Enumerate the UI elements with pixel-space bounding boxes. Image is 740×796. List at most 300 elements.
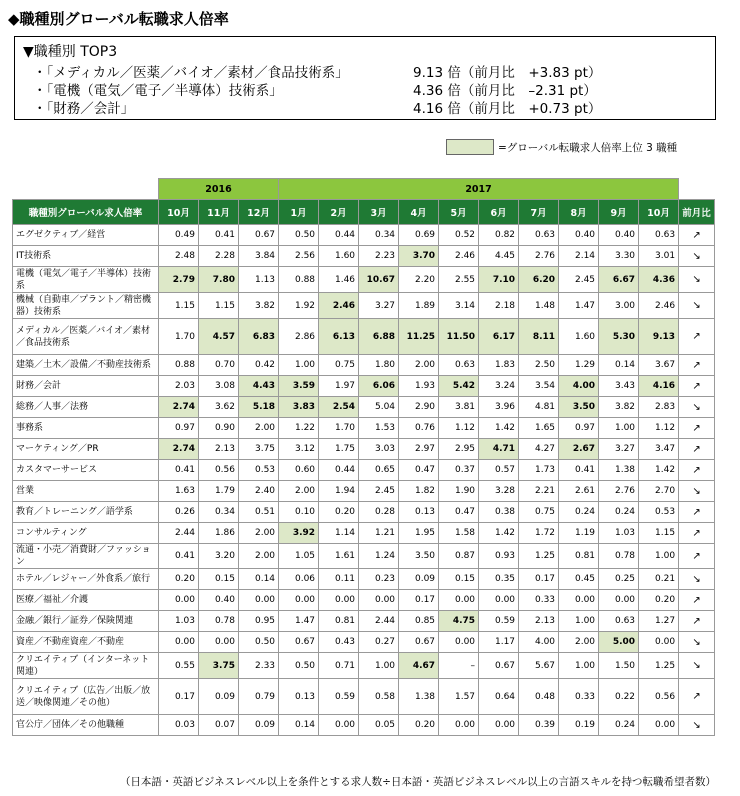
ratio-cell: 2.97 bbox=[399, 439, 439, 460]
ratio-cell: 3.12 bbox=[279, 439, 319, 460]
ratio-cell: 0.45 bbox=[559, 569, 599, 590]
ratio-cell: 1.17 bbox=[479, 632, 519, 653]
ratio-cell: 4.75 bbox=[439, 611, 479, 632]
ratio-cell: 0.03 bbox=[159, 715, 199, 736]
column-header: 8月 bbox=[559, 200, 599, 225]
row-category: クリエイティブ（インターネット関連） bbox=[13, 653, 159, 679]
ratio-cell: 0.34 bbox=[359, 225, 399, 246]
ratio-cell: 2.74 bbox=[159, 397, 199, 418]
ratio-cell: 0.67 bbox=[279, 632, 319, 653]
ratio-cell: 0.00 bbox=[199, 632, 239, 653]
ratio-cell: 0.00 bbox=[279, 590, 319, 611]
ratio-cell: 0.09 bbox=[199, 679, 239, 715]
ratio-cell: 2.18 bbox=[479, 293, 519, 319]
ratio-cell: 1.47 bbox=[559, 293, 599, 319]
row-category: マーケティング／PR bbox=[13, 439, 159, 460]
ratio-cell: 0.00 bbox=[639, 632, 679, 653]
ratio-cell: 0.70 bbox=[199, 355, 239, 376]
trend-arrow-icon: ↘ bbox=[679, 653, 715, 679]
ratio-cell: 5.04 bbox=[359, 397, 399, 418]
trend-arrow-icon: ↗ bbox=[679, 544, 715, 569]
ratio-cell: 0.79 bbox=[239, 679, 279, 715]
ratio-cell: 0.07 bbox=[199, 715, 239, 736]
ratio-cell: 0.76 bbox=[399, 418, 439, 439]
top3-name: ・「メディカル／医薬／バイオ／素材／食品技術系」 bbox=[33, 65, 349, 81]
ratio-cell: 3.59 bbox=[279, 376, 319, 397]
ratio-cell: 0.43 bbox=[319, 632, 359, 653]
column-header: 4月 bbox=[399, 200, 439, 225]
ratio-cell: 0.65 bbox=[359, 460, 399, 481]
ratio-cell: 2.46 bbox=[439, 246, 479, 267]
ratio-cell: 0.17 bbox=[399, 590, 439, 611]
ratio-cell: 2.00 bbox=[399, 355, 439, 376]
ratio-cell: 0.53 bbox=[239, 460, 279, 481]
ratio-cell: 4.27 bbox=[519, 439, 559, 460]
column-header: 9月 bbox=[599, 200, 639, 225]
ratio-cell: 1.93 bbox=[399, 376, 439, 397]
ratio-cell: 0.64 bbox=[479, 679, 519, 715]
table-row bbox=[13, 569, 715, 590]
ratio-cell: 1.80 bbox=[359, 355, 399, 376]
ratio-cell: 1.24 bbox=[359, 544, 399, 569]
top3-box bbox=[14, 36, 716, 120]
ratio-cell: 2.56 bbox=[279, 246, 319, 267]
ratio-cell: 0.20 bbox=[639, 590, 679, 611]
row-category: 資産／不動産資産／不動産 bbox=[13, 632, 159, 653]
row-category: 財務／会計 bbox=[13, 376, 159, 397]
ratio-cell: 0.41 bbox=[559, 460, 599, 481]
ratio-cell: 0.00 bbox=[359, 590, 399, 611]
ratio-cell: 0.90 bbox=[199, 418, 239, 439]
ratio-cell: 0.48 bbox=[519, 679, 559, 715]
ratio-cell: 0.35 bbox=[479, 569, 519, 590]
ratio-cell: 1.70 bbox=[159, 319, 199, 355]
row-category: IT技術系 bbox=[13, 246, 159, 267]
year-header-blank bbox=[679, 179, 715, 200]
ratio-cell: 2.00 bbox=[239, 544, 279, 569]
ratio-cell: 6.88 bbox=[359, 319, 399, 355]
trend-arrow-icon: ↗ bbox=[679, 319, 715, 355]
table-row bbox=[13, 544, 715, 569]
ratio-cell: 2.00 bbox=[239, 418, 279, 439]
ratio-cell: 3.28 bbox=[479, 481, 519, 502]
ratio-cell: 1.21 bbox=[359, 523, 399, 544]
ratio-cell: 0.00 bbox=[599, 590, 639, 611]
ratio-cell: 8.11 bbox=[519, 319, 559, 355]
table-row bbox=[13, 590, 715, 611]
ratio-cell: 3.03 bbox=[359, 439, 399, 460]
table-row bbox=[13, 418, 715, 439]
ratio-cell: 2.21 bbox=[519, 481, 559, 502]
row-category: カスタマーサービス bbox=[13, 460, 159, 481]
table-row bbox=[13, 225, 715, 246]
trend-arrow-icon: ↗ bbox=[679, 439, 715, 460]
ratio-cell: 2.76 bbox=[519, 246, 559, 267]
legend-label: =グローバル転職求人倍率上位 3 職種 bbox=[498, 141, 678, 154]
ratio-cell: 6.06 bbox=[359, 376, 399, 397]
ratio-cell: 0.25 bbox=[599, 569, 639, 590]
ratio-cell: 0.75 bbox=[519, 502, 559, 523]
row-category: クリエイティブ（広告／出版／放送／映像関連／その他） bbox=[13, 679, 159, 715]
table-row bbox=[13, 319, 715, 355]
ratio-cell: 0.81 bbox=[319, 611, 359, 632]
ratio-cell: 2.54 bbox=[319, 397, 359, 418]
ratio-cell: 1.15 bbox=[159, 293, 199, 319]
ratio-cell: 1.03 bbox=[159, 611, 199, 632]
ratio-cell: 4.16 bbox=[639, 376, 679, 397]
ratio-cell: 1.48 bbox=[519, 293, 559, 319]
ratio-cell: 0.37 bbox=[439, 460, 479, 481]
ratio-cell: 3.01 bbox=[639, 246, 679, 267]
ratio-cell: 2.79 bbox=[159, 267, 199, 293]
ratio-cell: 0.47 bbox=[399, 460, 439, 481]
ratio-cell: 0.20 bbox=[319, 502, 359, 523]
ratio-cell: 0.69 bbox=[399, 225, 439, 246]
ratio-cell: 1.12 bbox=[639, 418, 679, 439]
ratio-cell: 0.57 bbox=[479, 460, 519, 481]
ratio-cell: 1.75 bbox=[319, 439, 359, 460]
column-header: 3月 bbox=[359, 200, 399, 225]
ratio-cell: 2.90 bbox=[399, 397, 439, 418]
ratio-cell: 2.03 bbox=[159, 376, 199, 397]
ratio-cell: 0.67 bbox=[239, 225, 279, 246]
ratio-cell: 0.41 bbox=[159, 460, 199, 481]
row-category: 官公庁／団体／その他職種 bbox=[13, 715, 159, 736]
ratio-cell: 0.88 bbox=[159, 355, 199, 376]
ratio-cell: 1.97 bbox=[319, 376, 359, 397]
column-header: 7月 bbox=[519, 200, 559, 225]
ratio-cell: 0.56 bbox=[199, 460, 239, 481]
ratio-cell: 0.26 bbox=[159, 502, 199, 523]
row-category: 医療／福祉／介護 bbox=[13, 590, 159, 611]
ratio-cell: 3.67 bbox=[639, 355, 679, 376]
row-category: ホテル／レジャー／外食系／旅行 bbox=[13, 569, 159, 590]
table-row bbox=[13, 715, 715, 736]
ratio-cell: 1.60 bbox=[559, 319, 599, 355]
ratio-cell: 0.05 bbox=[359, 715, 399, 736]
ratio-cell: 3.00 bbox=[599, 293, 639, 319]
table-row bbox=[13, 246, 715, 267]
ratio-cell: 2.45 bbox=[559, 267, 599, 293]
ratio-cell: 2.50 bbox=[519, 355, 559, 376]
trend-arrow-icon: ↗ bbox=[679, 502, 715, 523]
ratio-cell: 3.62 bbox=[199, 397, 239, 418]
ratio-cell: 2.70 bbox=[639, 481, 679, 502]
ratio-cell: 11.50 bbox=[439, 319, 479, 355]
ratio-cell: 0.27 bbox=[359, 632, 399, 653]
ratio-cell: 3.14 bbox=[439, 293, 479, 319]
ratio-cell: 7.80 bbox=[199, 267, 239, 293]
ratio-cell: 1.47 bbox=[279, 611, 319, 632]
ratio-cell: 0.24 bbox=[559, 502, 599, 523]
ratio-cell: 1.27 bbox=[639, 611, 679, 632]
ratio-cell: 2.13 bbox=[199, 439, 239, 460]
ratio-cell: 0.00 bbox=[439, 715, 479, 736]
ratio-cell: 2.45 bbox=[359, 481, 399, 502]
ratio-cell: – bbox=[439, 653, 479, 679]
ratio-cell: 2.67 bbox=[559, 439, 599, 460]
ratio-cell: 1.58 bbox=[439, 523, 479, 544]
ratio-cell: 5.42 bbox=[439, 376, 479, 397]
ratio-cell: 0.13 bbox=[279, 679, 319, 715]
column-header: 12月 bbox=[239, 200, 279, 225]
ratio-cell: 1.65 bbox=[519, 418, 559, 439]
row-category: 流通・小売／消費財／ファッション bbox=[13, 544, 159, 569]
ratio-cell: 0.23 bbox=[359, 569, 399, 590]
ratio-cell: 1.25 bbox=[639, 653, 679, 679]
table-row bbox=[13, 439, 715, 460]
trend-arrow-icon: ↘ bbox=[679, 569, 715, 590]
ratio-cell: 0.97 bbox=[559, 418, 599, 439]
ratio-cell: 1.38 bbox=[599, 460, 639, 481]
ratio-cell: 1.14 bbox=[319, 523, 359, 544]
ratio-cell: 1.00 bbox=[559, 653, 599, 679]
ratio-cell: 0.20 bbox=[399, 715, 439, 736]
ratio-cell: 1.94 bbox=[319, 481, 359, 502]
ratio-cell: 10.67 bbox=[359, 267, 399, 293]
ratio-cell: 5.18 bbox=[239, 397, 279, 418]
table-row bbox=[13, 460, 715, 481]
ratio-cell: 0.39 bbox=[519, 715, 559, 736]
ratio-cell: 0.50 bbox=[239, 632, 279, 653]
ratio-cell: 1.38 bbox=[399, 679, 439, 715]
table-row bbox=[13, 502, 715, 523]
ratio-cell: 0.60 bbox=[279, 460, 319, 481]
ratio-cell: 0.06 bbox=[279, 569, 319, 590]
ratio-cell: 0.40 bbox=[199, 590, 239, 611]
ratio-cell: 1.63 bbox=[159, 481, 199, 502]
ratio-cell: 0.20 bbox=[159, 569, 199, 590]
ratio-cell: 0.28 bbox=[359, 502, 399, 523]
trend-arrow-icon: ↗ bbox=[679, 225, 715, 246]
ratio-cell: 6.17 bbox=[479, 319, 519, 355]
ratio-cell: 4.71 bbox=[479, 439, 519, 460]
ratio-cell: 3.96 bbox=[479, 397, 519, 418]
ratio-cell: 0.00 bbox=[559, 590, 599, 611]
ratio-cell: 1.53 bbox=[359, 418, 399, 439]
trend-arrow-icon: ↗ bbox=[679, 460, 715, 481]
row-category: 事務系 bbox=[13, 418, 159, 439]
ratio-cell: 4.81 bbox=[519, 397, 559, 418]
ratio-cell: 1.22 bbox=[279, 418, 319, 439]
top3-heading: ▼職種別 TOP3 bbox=[23, 44, 118, 60]
ratio-cell: 3.27 bbox=[359, 293, 399, 319]
ratio-cell: 0.24 bbox=[599, 502, 639, 523]
ratio-cell: 0.55 bbox=[159, 653, 199, 679]
ratio-cell: 5.00 bbox=[599, 632, 639, 653]
ratio-cell: 0.21 bbox=[639, 569, 679, 590]
ratio-cell: 0.56 bbox=[639, 679, 679, 715]
ratio-cell: 0.50 bbox=[279, 653, 319, 679]
ratio-cell: 1.12 bbox=[439, 418, 479, 439]
ratio-cell: 0.42 bbox=[239, 355, 279, 376]
ratio-cell: 0.82 bbox=[479, 225, 519, 246]
trend-arrow-icon: ↗ bbox=[679, 679, 715, 715]
ratio-cell: 2.40 bbox=[239, 481, 279, 502]
ratio-cell: 1.19 bbox=[559, 523, 599, 544]
table-row bbox=[13, 611, 715, 632]
ratio-cell: 1.42 bbox=[479, 523, 519, 544]
ratio-cell: 0.49 bbox=[159, 225, 199, 246]
ratio-cell: 0.00 bbox=[479, 590, 519, 611]
ratio-cell: 2.83 bbox=[639, 397, 679, 418]
ratio-cell: 3.54 bbox=[519, 376, 559, 397]
ratio-cell: 0.22 bbox=[599, 679, 639, 715]
row-category: 総務／人事／法務 bbox=[13, 397, 159, 418]
ratio-cell: 0.09 bbox=[399, 569, 439, 590]
ratio-cell: 1.15 bbox=[199, 293, 239, 319]
table-row bbox=[13, 481, 715, 502]
ratio-cell: 0.85 bbox=[399, 611, 439, 632]
ratio-cell: 0.15 bbox=[439, 569, 479, 590]
ratio-cell: 4.45 bbox=[479, 246, 519, 267]
column-header: 11月 bbox=[199, 200, 239, 225]
ratio-cell: 2.95 bbox=[439, 439, 479, 460]
ratio-cell: 0.75 bbox=[319, 355, 359, 376]
ratio-cell: 0.00 bbox=[239, 590, 279, 611]
ratio-cell: 3.70 bbox=[399, 246, 439, 267]
ratio-cell: 0.14 bbox=[279, 715, 319, 736]
ratio-cell: 2.86 bbox=[279, 319, 319, 355]
ratio-cell: 1.46 bbox=[319, 267, 359, 293]
ratio-cell: 2.76 bbox=[599, 481, 639, 502]
ratio-cell: 0.11 bbox=[319, 569, 359, 590]
trend-arrow-icon: ↘ bbox=[679, 715, 715, 736]
ratio-cell: 1.50 bbox=[599, 653, 639, 679]
table-row bbox=[13, 397, 715, 418]
ratio-table bbox=[12, 178, 715, 736]
ratio-cell: 1.13 bbox=[239, 267, 279, 293]
ratio-cell: 6.13 bbox=[319, 319, 359, 355]
footnote: （日本語・英語ビジネスレベル以上を条件とする求人数÷日本語・英語ビジネスレベル以上の言語スキルを持つ転職希望者数） bbox=[119, 776, 716, 788]
trend-arrow-icon: ↗ bbox=[679, 611, 715, 632]
trend-arrow-icon: ↘ bbox=[679, 397, 715, 418]
column-header: 1月 bbox=[279, 200, 319, 225]
row-category: 電機（電気／電子／半導体）技術系 bbox=[13, 267, 159, 293]
ratio-cell: 1.05 bbox=[279, 544, 319, 569]
ratio-cell: 2.44 bbox=[159, 523, 199, 544]
ratio-cell: 0.52 bbox=[439, 225, 479, 246]
table-row bbox=[13, 523, 715, 544]
ratio-cell: 3.84 bbox=[239, 246, 279, 267]
ratio-cell: 0.59 bbox=[479, 611, 519, 632]
ratio-cell: 3.92 bbox=[279, 523, 319, 544]
ratio-cell: 0.41 bbox=[159, 544, 199, 569]
ratio-cell: 0.53 bbox=[639, 502, 679, 523]
ratio-cell: 1.15 bbox=[639, 523, 679, 544]
ratio-cell: 1.29 bbox=[559, 355, 599, 376]
ratio-cell: 11.25 bbox=[399, 319, 439, 355]
ratio-cell: 5.67 bbox=[519, 653, 559, 679]
top3-name: ・「電機（電気／電子／半導体）技術系」 bbox=[33, 83, 283, 99]
ratio-cell: 0.63 bbox=[439, 355, 479, 376]
ratio-cell: 4.43 bbox=[239, 376, 279, 397]
ratio-cell: 1.90 bbox=[439, 481, 479, 502]
row-category: 教育／トレーニング／語学系 bbox=[13, 502, 159, 523]
ratio-cell: 0.78 bbox=[199, 611, 239, 632]
ratio-cell: 6.67 bbox=[599, 267, 639, 293]
ratio-cell: 0.40 bbox=[559, 225, 599, 246]
ratio-cell: 0.00 bbox=[439, 590, 479, 611]
ratio-cell: 3.81 bbox=[439, 397, 479, 418]
ratio-cell: 0.67 bbox=[399, 632, 439, 653]
ratio-cell: 0.95 bbox=[239, 611, 279, 632]
ratio-cell: 0.63 bbox=[599, 611, 639, 632]
ratio-cell: 2.13 bbox=[519, 611, 559, 632]
ratio-cell: 1.00 bbox=[279, 355, 319, 376]
column-header-row bbox=[13, 200, 715, 225]
ratio-cell: 2.23 bbox=[359, 246, 399, 267]
top3-value: 4.36 倍（前月比 –2.31 pt） bbox=[413, 83, 597, 99]
row-category: エグゼクティブ／経営 bbox=[13, 225, 159, 246]
trend-arrow-icon: ↗ bbox=[679, 355, 715, 376]
ratio-cell: 1.00 bbox=[359, 653, 399, 679]
ratio-cell: 0.40 bbox=[599, 225, 639, 246]
ratio-cell: 0.81 bbox=[559, 544, 599, 569]
ratio-cell: 0.59 bbox=[319, 679, 359, 715]
ratio-cell: 1.89 bbox=[399, 293, 439, 319]
ratio-cell: 3.43 bbox=[599, 376, 639, 397]
ratio-cell: 0.67 bbox=[479, 653, 519, 679]
row-category: 金融／銀行／証券／保険関連 bbox=[13, 611, 159, 632]
table-body bbox=[13, 225, 715, 736]
ratio-cell: 1.42 bbox=[639, 460, 679, 481]
ratio-cell: 1.25 bbox=[519, 544, 559, 569]
table-row bbox=[13, 293, 715, 319]
ratio-cell: 0.41 bbox=[199, 225, 239, 246]
ratio-cell: 0.10 bbox=[279, 502, 319, 523]
column-header: 10月 bbox=[159, 200, 199, 225]
ratio-cell: 2.74 bbox=[159, 439, 199, 460]
ratio-cell: 0.33 bbox=[559, 679, 599, 715]
year-header-row bbox=[13, 179, 715, 200]
ratio-cell: 3.82 bbox=[599, 397, 639, 418]
ratio-cell: 0.38 bbox=[479, 502, 519, 523]
year-header: 2016 bbox=[159, 179, 279, 200]
ratio-cell: 6.20 bbox=[519, 267, 559, 293]
ratio-cell: 2.28 bbox=[199, 246, 239, 267]
row-category: 建築／土木／設備／不動産技術系 bbox=[13, 355, 159, 376]
ratio-cell: 0.00 bbox=[159, 590, 199, 611]
ratio-cell: 4.00 bbox=[519, 632, 559, 653]
ratio-cell: 2.46 bbox=[319, 293, 359, 319]
ratio-cell: 0.33 bbox=[519, 590, 559, 611]
ratio-cell: 2.55 bbox=[439, 267, 479, 293]
ratio-cell: 1.03 bbox=[599, 523, 639, 544]
ratio-cell: 0.15 bbox=[199, 569, 239, 590]
ratio-cell: 3.27 bbox=[599, 439, 639, 460]
ratio-cell: 2.33 bbox=[239, 653, 279, 679]
ratio-cell: 0.44 bbox=[319, 460, 359, 481]
ratio-cell: 6.83 bbox=[239, 319, 279, 355]
ratio-cell: 1.86 bbox=[199, 523, 239, 544]
trend-arrow-icon: ↗ bbox=[679, 590, 715, 611]
trend-arrow-icon: ↘ bbox=[679, 632, 715, 653]
ratio-cell: 1.95 bbox=[399, 523, 439, 544]
ratio-cell: 0.51 bbox=[239, 502, 279, 523]
ratio-cell: 1.61 bbox=[319, 544, 359, 569]
ratio-cell: 3.20 bbox=[199, 544, 239, 569]
ratio-cell: 0.34 bbox=[199, 502, 239, 523]
trend-arrow-icon: ↗ bbox=[679, 523, 715, 544]
ratio-cell: 0.71 bbox=[319, 653, 359, 679]
ratio-cell: 4.00 bbox=[559, 376, 599, 397]
ratio-cell: 0.00 bbox=[479, 715, 519, 736]
ratio-cell: 0.78 bbox=[599, 544, 639, 569]
ratio-cell: 2.61 bbox=[559, 481, 599, 502]
ratio-cell: 3.24 bbox=[479, 376, 519, 397]
ratio-cell: 0.19 bbox=[559, 715, 599, 736]
